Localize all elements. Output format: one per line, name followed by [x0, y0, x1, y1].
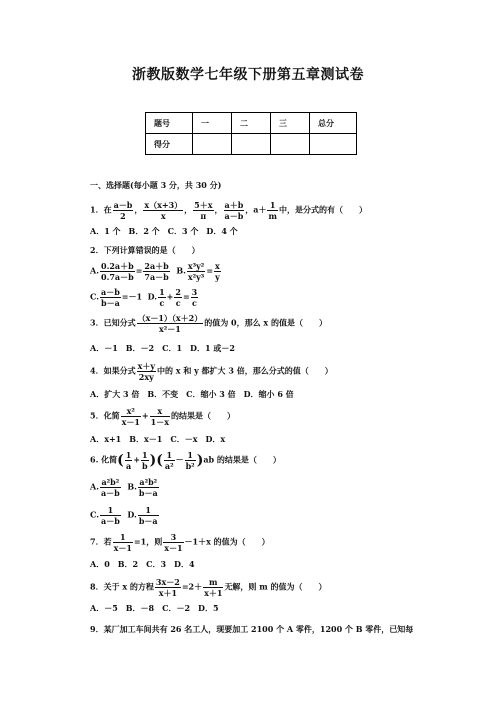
numerator: a－b [113, 200, 133, 210]
numerator: x＋y [137, 361, 155, 371]
question-8 [90, 578, 326, 597]
fraction [214, 262, 221, 281]
question-text: a＋ [253, 204, 267, 215]
answer-options-3: A．－1 B．－2 C．1 D．1 或－2 [90, 343, 235, 353]
denominator: a－b [101, 516, 120, 526]
fraction [174, 288, 182, 307]
table-cell [271, 134, 310, 155]
fraction [125, 451, 133, 470]
option-label: D. [147, 291, 158, 302]
option-label: C. [90, 291, 100, 302]
fraction [158, 288, 166, 307]
separator: ， [184, 204, 193, 215]
question-1 [90, 201, 367, 220]
options-2ab [90, 262, 222, 281]
denominator: a [125, 461, 132, 471]
denominator: 2 [120, 211, 126, 221]
question-text: 1．在 [90, 204, 112, 215]
numerator: x³y² [187, 261, 205, 271]
fraction [143, 201, 183, 220]
fraction [113, 201, 134, 220]
denominator: b－a [101, 298, 120, 308]
denominator: 2xy [138, 372, 154, 382]
question-text: 7．若 [90, 536, 112, 547]
minus: － [175, 454, 184, 465]
numerator: 1 [142, 450, 148, 460]
fraction [121, 407, 141, 426]
question-text: 中的 x 和 y 都扩大 3 倍，那么分式的值（ ） [157, 365, 333, 376]
denominator: b² [185, 461, 195, 471]
numerator: a²b² [101, 477, 120, 487]
question-4 [90, 362, 333, 381]
numerator: x [150, 407, 170, 417]
table-cell: 总分 [310, 113, 357, 134]
numerator: m [203, 578, 223, 588]
question-text: －1＋x 的值为（ ） [184, 536, 270, 547]
fraction [267, 201, 277, 220]
question-text: 8．关于 x 的方程 [90, 581, 154, 592]
options-2cd [90, 288, 199, 307]
answer-options-1: A．1 个 B．2 个 C．3 个 D．4 个 [90, 226, 238, 236]
question-text: =2＋ [181, 581, 203, 592]
table-cell [310, 134, 357, 155]
fraction [187, 262, 205, 281]
fraction [224, 201, 245, 220]
fraction [138, 478, 159, 497]
numerator: 1 [185, 451, 196, 461]
fraction [203, 578, 223, 597]
answer-options-4: A．扩大 3 倍 B．不变 C．缩小 3 倍 D．缩小 6 倍 [90, 389, 294, 399]
answer-options-7: A．0 B．2 C．3 D．4 [90, 559, 195, 569]
equals: = [206, 265, 214, 276]
denominator: 0.7a－b [101, 272, 134, 282]
fraction [137, 362, 156, 381]
denominator: c [192, 298, 197, 308]
separator: ， [134, 204, 143, 215]
plus: + [141, 410, 149, 421]
denominator: m [268, 211, 277, 221]
denominator: c [159, 298, 165, 308]
denominator: x－1 [164, 543, 183, 553]
option-label: B. [176, 265, 186, 276]
score-table [145, 112, 357, 155]
numerator: 3 [163, 533, 183, 543]
fraction [150, 407, 170, 426]
numerator: 1 [125, 450, 132, 460]
question-text: 中，是分式的有（ ） [278, 204, 367, 215]
numerator: a²b² [139, 477, 158, 487]
numerator: 1 [100, 506, 121, 516]
option-label: A. [90, 481, 99, 492]
question-5 [90, 407, 235, 426]
denominator: x²y³ [187, 272, 205, 282]
question-text: 无解，则 m 的值为（ ） [224, 581, 327, 592]
question-text: 的结果是（ ） [170, 410, 235, 421]
fraction [138, 506, 159, 525]
numerator: 3x－2 [155, 577, 180, 587]
numerator: a－b [101, 287, 120, 297]
numerator: 3 [191, 287, 198, 297]
question-text: 5．化简 [90, 410, 120, 421]
question-7 [90, 533, 270, 552]
table-cell: 题号 [146, 113, 193, 134]
fraction [113, 533, 133, 552]
options-6ab [90, 478, 160, 497]
numerator: 5＋x [194, 200, 213, 210]
plus: + [166, 291, 174, 302]
denominator: x＋1 [158, 588, 178, 598]
denominator: x－1 [121, 417, 140, 427]
answer-options-5: A．x+1 B．x－1 C．－x D．x [90, 434, 226, 444]
question-9: 9．某厂加工车间共有 26 名工人，现要加工 2100 个 A 零件，1200 个 B 零件，已知每 [90, 624, 414, 634]
numerator: 2 [175, 287, 181, 297]
question-3 [90, 314, 327, 333]
numerator: x² [121, 407, 141, 417]
numerator: 0.2a＋b [101, 261, 134, 271]
plus: + [133, 454, 141, 465]
equals: =－1 [121, 291, 143, 302]
option-label: D. [127, 509, 137, 520]
separator: ， [214, 204, 223, 215]
fraction [185, 451, 196, 470]
denominator: a－b [224, 211, 244, 221]
denominator: b [142, 461, 148, 471]
numerator: 2a＋b [144, 261, 169, 271]
table-row [146, 134, 357, 155]
equals: = [182, 291, 190, 302]
denominator: x²－1 [158, 324, 181, 334]
denominator: c [175, 298, 181, 308]
denominator: b－a [138, 488, 158, 498]
question-2: 2．下列计算错误的是（ ） [90, 245, 200, 255]
numerator: 1 [113, 533, 133, 543]
numerator: 1 [159, 287, 165, 297]
fraction [193, 201, 213, 220]
separator: ， [245, 204, 254, 215]
question-6: 6. 化简( $\frac{1}{a}$ + $\frac{1}{b}$ )( $\frac{1}{\text{a²}}$ － $\frac{1}{\text{b²}}$ )ab 的结果是（ ） [90, 450, 281, 471]
denominator: 7a－b [144, 272, 169, 282]
numerator: x（x+3） [144, 200, 183, 210]
question-text: 的值为 0，那么 x 的值是（ ） [204, 317, 327, 328]
page-title: 浙教版数学七年级下册第五章测试卷 [132, 67, 364, 83]
denominator: a－b [101, 488, 120, 498]
denominator: x＋1 [204, 588, 223, 598]
denominator: a² [164, 461, 174, 471]
denominator: y [215, 272, 220, 282]
denominator: π [200, 211, 207, 221]
fraction [100, 478, 121, 497]
answer-options-8: A．－5 B．－8 C．－2 D．5 [90, 603, 219, 613]
options-6cd [90, 506, 160, 525]
option-label: B. [127, 481, 137, 492]
numerator: a＋b [224, 200, 244, 210]
question-text: ab 的结果是（ ） [203, 454, 281, 465]
table-row [146, 113, 357, 134]
denominator: x [160, 211, 166, 221]
fraction [100, 262, 135, 281]
fraction [191, 288, 199, 307]
fraction [100, 288, 121, 307]
question-text: 4．如果分式 [90, 365, 136, 376]
option-label: C. [90, 509, 100, 520]
section-heading: 一、选择题(每小题 3 分，共 30 分) [90, 180, 222, 190]
denominator: x－1 [113, 543, 132, 553]
denominator: 1－x [150, 417, 169, 427]
table-cell: 三 [271, 113, 310, 134]
fraction [164, 451, 175, 470]
equals: = [135, 265, 143, 276]
numerator: 1 [138, 506, 159, 516]
fraction [155, 578, 181, 597]
denominator: b－a [138, 516, 158, 526]
fraction [137, 314, 204, 333]
table-cell [193, 134, 232, 155]
fraction [163, 533, 183, 552]
table-cell: 得分 [146, 134, 193, 155]
numerator: 1 [267, 201, 277, 211]
table-cell: 二 [232, 113, 271, 134]
fraction [143, 262, 169, 281]
question-text: =1，则 [133, 536, 163, 547]
question-text: 6. 化简 [90, 454, 118, 465]
numerator: x [215, 261, 220, 271]
numerator: 1 [164, 451, 175, 461]
option-label: A. [90, 265, 99, 276]
table-cell: 一 [193, 113, 232, 134]
fraction [141, 451, 149, 470]
question-text: 3．已知分式 [90, 317, 136, 328]
numerator: （x－1）（x＋2） [137, 313, 203, 323]
fraction [100, 506, 121, 525]
table-cell [232, 134, 271, 155]
